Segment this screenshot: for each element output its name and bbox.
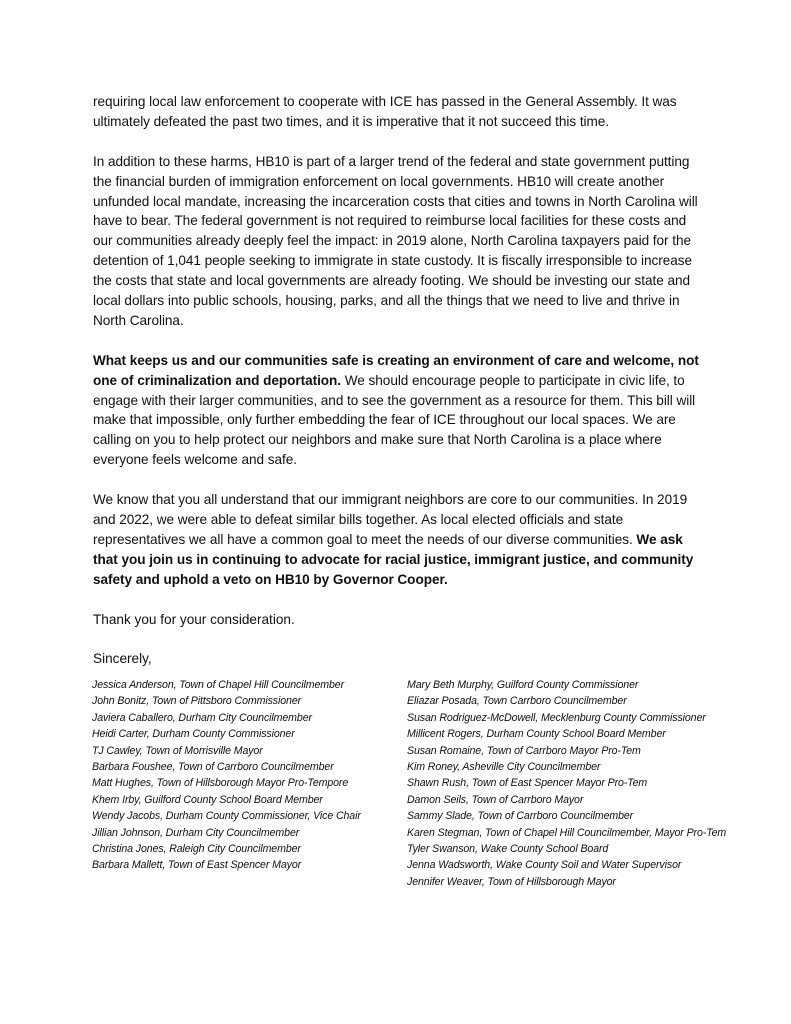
signatory: Jenna Wadsworth, Wake County Soil and Water Supervisor: [407, 859, 682, 872]
signatory: Barbara Mallett, Town of East Spencer Mayor: [92, 859, 302, 872]
signatory: Khem Irby, Guilford County School Board Member: [92, 793, 323, 806]
signatory: Jillian Johnson, Durham City Councilmember: [92, 826, 300, 839]
paragraph-intro-continuation: requiring local law enforcement to cooperate with ICE has passed in the General Assembly. It was ultimately defeated the past two times, and it is imperative that it not succeed this time.: [93, 94, 677, 129]
paragraph-community-safety-text: We should encourage people to participate in civic life, to engage with their larger communities, and to see the government as a resource for them. This bill will make that impossible, only further embedding the fear of ICE throughout our local spaces. We are calling on you to help protect our neighbors and make sure that North Carolina is a place where everyone feels welcome and safe.: [93, 372, 696, 468]
signatory: Damon Seils, Town of Carrboro Mayor: [407, 793, 584, 806]
signatory: Jessica Anderson, Town of Chapel Hill Councilmember: [92, 679, 345, 691]
signatory: Susan Romaine, Town of Carrboro Mayor Pro-Tem: [407, 744, 641, 757]
signatory: Wendy Jacobs, Durham County Commissioner, Vice Chair: [92, 810, 361, 823]
signatory: Eliazar Posada, Town Carrboro Councilmember: [407, 695, 627, 708]
emphasis-veto-request: We ask that you join us in continuing to advocate for racial justice, immigrant justice, and community safety and uphold a veto on HB10 by Governor Cooper.: [93, 531, 694, 587]
signatory: Heidi Carter, Durham County Commissioner: [92, 728, 295, 741]
signatory: Karen Stegman, Town of Chapel Hill Councilmember, Mayor Pro-Tem: [407, 826, 727, 839]
paragraph-call-to-action: [93, 490, 703, 590]
signatory: Christina Jones, Raleigh City Councilmember: [92, 843, 301, 856]
signatory: Kim Roney, Asheville City Councilmember: [407, 761, 601, 774]
signatory: Mary Beth Murphy, Guilford County Commissioner: [407, 679, 639, 691]
signatory: Barbara Foushee, Town of Carrboro Councilmember: [92, 761, 334, 774]
signatory: Shawn Rush, Town of East Spencer Mayor Pro-Tem: [407, 777, 648, 790]
signatory: Tyler Swanson, Wake County School Board: [407, 843, 609, 856]
signatory: Millicent Rogers, Durham County School Board Member: [407, 728, 666, 741]
paragraph-community-safety: [93, 351, 703, 470]
thank-you-line: Thank you for your consideration.: [93, 611, 295, 627]
letter-body: [93, 92, 703, 669]
signatories-list: [92, 677, 782, 897]
sign-off: Sincerely,: [93, 651, 152, 667]
paragraph-financial-burden: In addition to these harms, HB10 is part of a larger trend of the federal and state government putting the financial burden of immigration enforcement on local governments. HB10 will create another unfunded local mandate, increasing the incarceration costs that cities and towns in North Carolina will have to bear. The federal government is not required to reimburse local facilities for these costs and our communities already deeply feel the impact: in 2019 alone, North Carolina taxpayers paid for the detention of 1,041 people seeking to immigrate in state custody. It is fiscally irresponsible to increase the costs that state and local governments are already footing. We should be investing our state and local dollars into public schools, housing, parks, and all the things that we need to live and thrive in North Carolina.: [93, 153, 698, 328]
signatory: TJ Cawley, Town of Morrisville Mayor: [92, 744, 263, 757]
signatory: John Bonitz, Town of Pittsboro Commissioner: [92, 695, 302, 708]
signatory: Sammy Slade, Town of Carrboro Councilmember: [407, 810, 634, 823]
signatories-right-column: [407, 677, 782, 890]
emphasis-safety-statement: What keeps us and our communities safe is creating an environment of care and welcome, not one of criminalization and deportation.: [93, 352, 699, 388]
signatory: Jennifer Weaver, Town of Hillsborough Mayor: [407, 875, 616, 888]
signatory: Javiera Caballero, Durham City Councilmember: [92, 711, 312, 724]
paragraph-call-to-action-text: We know that you all understand that our immigrant neighbors are core to our communities. In 2019 and 2022, we were able to defeat similar bills together. As local elected officials and state representatives we all have a common goal to meet the needs of our diverse communities.: [93, 492, 688, 547]
signatory: Susan Rodriguez-McDowell, Mecklenburg County Commissioner: [407, 711, 706, 724]
signatories-left-column: [92, 677, 402, 874]
signatory: Matt Hughes, Town of Hillsborough Mayor Pro-Tempore: [92, 777, 349, 790]
